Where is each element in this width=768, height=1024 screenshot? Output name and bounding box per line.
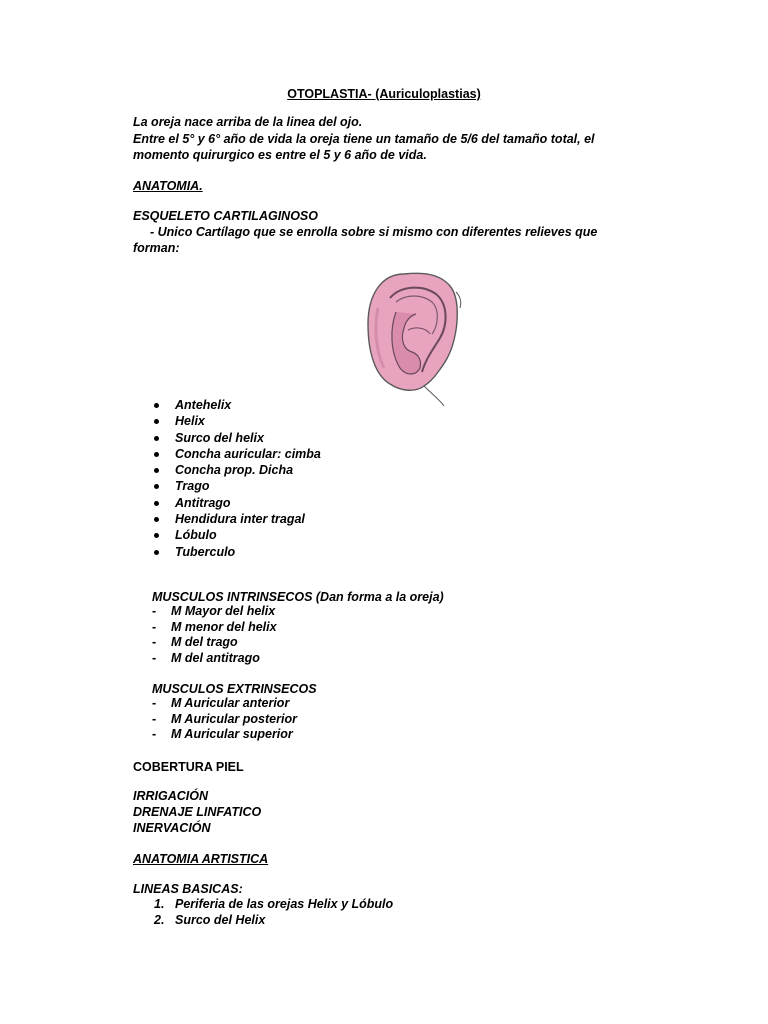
musculos-extrinsecos-list bbox=[150, 696, 297, 743]
intro-line-3: momento quirurgico es entre el 5 y 6 año de vida. bbox=[133, 148, 427, 162]
bullet-icon bbox=[154, 468, 159, 473]
bullet-icon bbox=[154, 452, 159, 457]
inervacion-line: INERVACIÓN bbox=[133, 821, 211, 835]
bullet-icon bbox=[154, 517, 159, 522]
bullet-icon bbox=[154, 533, 159, 538]
drenaje-line: DRENAJE LINFATICO bbox=[133, 805, 262, 819]
list-item: - M Auricular anterior bbox=[152, 696, 290, 710]
list-item: Antitrago bbox=[150, 495, 321, 511]
lineas-basicas-list bbox=[150, 896, 393, 928]
esqueleto-line-1: - Unico Cartílago que se enrolla sobre si mismo con diferentes relieves que bbox=[150, 225, 598, 239]
title-main: OTOPLASTIA- bbox=[287, 87, 372, 101]
document-title bbox=[0, 86, 768, 102]
list-item: 2. Surco del Helix bbox=[154, 913, 266, 927]
bullet-icon bbox=[154, 484, 159, 489]
esqueleto-heading: ESQUELETO CARTILAGINOSO bbox=[133, 209, 318, 223]
list-item: Tuberculo bbox=[150, 544, 321, 560]
title-sub: (Auriculoplastias) bbox=[371, 87, 481, 101]
ear-drawing-icon bbox=[360, 268, 466, 408]
musculos-intrinsecos-list bbox=[150, 604, 277, 667]
list-item: - M Auricular superior bbox=[152, 727, 293, 742]
esqueleto-line-2: forman: bbox=[133, 241, 180, 255]
cartilage-parts-list bbox=[150, 397, 321, 560]
list-item: - M Auricular posterior bbox=[152, 711, 297, 726]
bullet-icon bbox=[154, 550, 159, 555]
list-item: Concha prop. Dicha bbox=[150, 462, 321, 478]
list-item: - M menor del helix bbox=[152, 619, 277, 634]
list-item: Helix bbox=[150, 413, 321, 429]
list-item: Surco del helix bbox=[150, 430, 321, 446]
list-item: Concha auricular: cimba bbox=[150, 446, 321, 462]
lineas-basicas-heading: LINEAS BASICAS: bbox=[133, 882, 243, 896]
list-item: - M del antitrago bbox=[152, 651, 260, 666]
musculos-intrinsecos-heading: MUSCULOS INTRINSECOS (Dan forma a la oreja) bbox=[152, 590, 444, 604]
bullet-icon bbox=[154, 403, 159, 408]
bullet-icon bbox=[154, 419, 159, 424]
list-item: - M Mayor del helix bbox=[152, 604, 276, 618]
bullet-icon bbox=[154, 501, 159, 506]
anatomia-heading: ANATOMIA. bbox=[133, 179, 203, 193]
intro-line-2: Entre el 5° y 6° año de vida la oreja tiene un tamaño de 5/6 del tamaño total, el bbox=[133, 132, 595, 146]
irrigacion-line: IRRIGACIÓN bbox=[133, 789, 208, 803]
bullet-icon bbox=[154, 436, 159, 441]
list-item: Antehelix bbox=[150, 397, 321, 413]
list-item: Hendidura inter tragal bbox=[150, 511, 321, 527]
cobertura-heading: COBERTURA PIEL bbox=[133, 760, 244, 774]
list-item: Lóbulo bbox=[150, 527, 321, 543]
anatomia-artistica-heading: ANATOMIA ARTISTICA bbox=[133, 852, 269, 866]
list-item: Trago bbox=[150, 478, 321, 494]
list-item: - M del trago bbox=[152, 635, 238, 650]
list-item: 1. Periferia de las orejas Helix y Lóbulo bbox=[154, 897, 394, 911]
intro-line-1: La oreja nace arriba de la linea del ojo. bbox=[133, 115, 363, 129]
musculos-extrinsecos-heading: MUSCULOS EXTRINSECOS bbox=[152, 682, 317, 696]
